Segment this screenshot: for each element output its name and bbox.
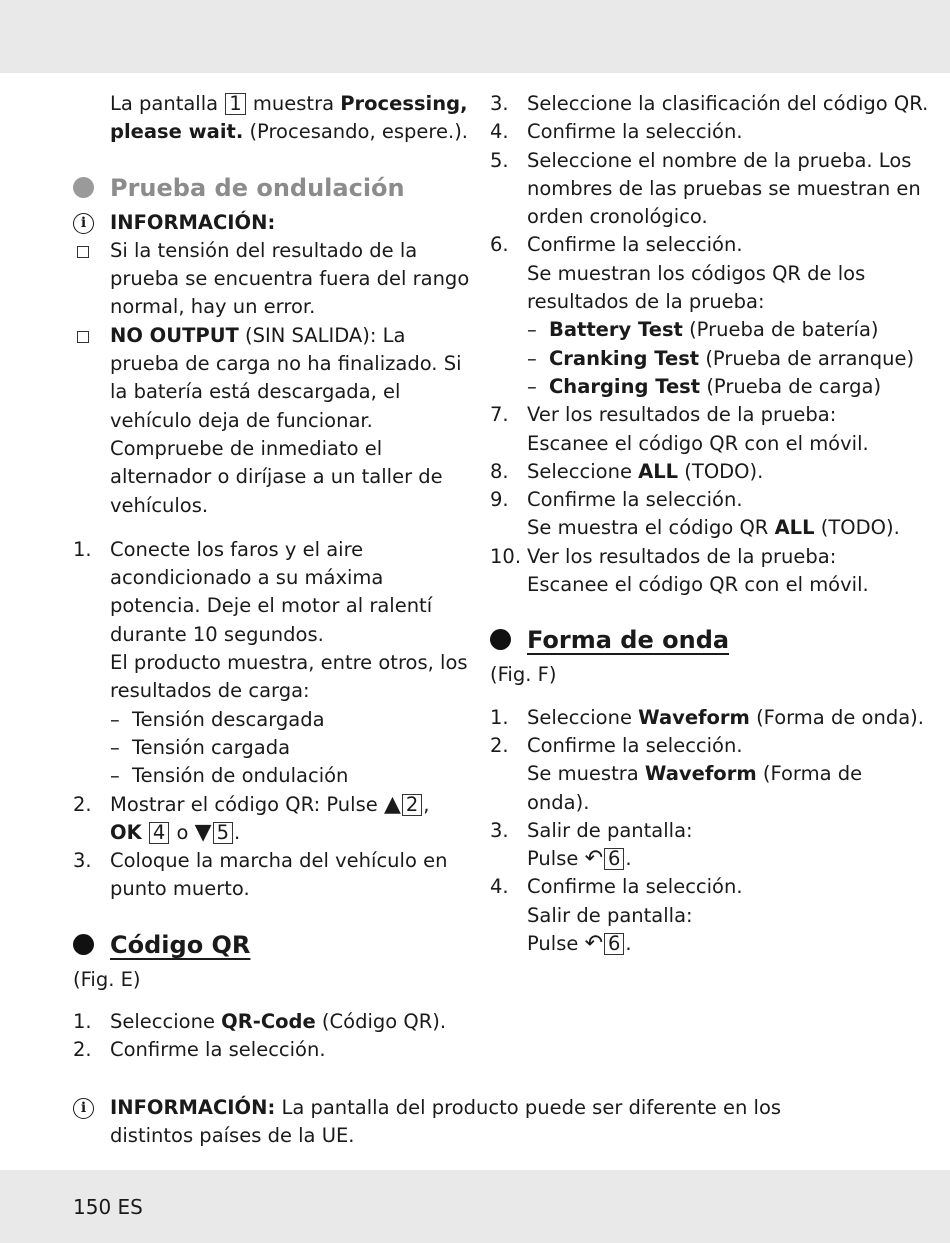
waveform-heading: Forma de onda: [490, 623, 930, 657]
wave-step-4: 4. Confirme la selección. Salir de pantalla: Pulse ↶ 6 .: [490, 875, 743, 957]
qr-step-7: 7. Ver los resultados de la prueba: Escanee el código QR con el móvil.: [490, 403, 869, 455]
sub-item: – Tensión de ondulación: [110, 764, 349, 788]
qr-step-8: 8. Seleccione ALL (TODO).: [490, 459, 764, 483]
sub-item: – Tensión descargada: [110, 707, 325, 731]
qr-step-1: 1. Seleccione QR-Code (Código QR).: [73, 1010, 447, 1034]
checkbox-icon: [77, 246, 89, 258]
qr-step-10: 10. Ver los resultados de la prueba: Escanee el código QR con el móvil.: [490, 544, 869, 597]
back-arrow-icon: ↶: [584, 931, 603, 957]
right-column: [490, 90, 930, 958]
key-box-5: 5: [213, 822, 233, 844]
qr-step-2: 2. Confirme la selección.: [73, 1038, 326, 1062]
key-box-1: 1: [225, 93, 245, 115]
info-label-row: i INFORMACIÓN:: [73, 209, 473, 237]
ripple-test-heading: Prueba de ondulación: [73, 171, 473, 205]
wave-step-3: 3. Salir de pantalla: Pulse ↶ 6 .: [490, 818, 693, 872]
key-box-4: 4: [149, 822, 169, 844]
processing-post: (Procesando, espere.).: [249, 120, 468, 144]
bullet-dot-icon: [490, 629, 511, 650]
checkbox-icon: [77, 331, 89, 343]
step-3: 3. Coloque la marcha del vehículo en punto muerto.: [73, 849, 448, 901]
no-output-label: NO OUTPUT: [110, 323, 239, 347]
bullet-dot-icon: [73, 177, 94, 198]
processing-bold: Processing, please wait.: [110, 92, 468, 144]
processing-paragraph: [73, 90, 473, 147]
sub-item: – Battery Test (Prueba de batería): [527, 318, 879, 342]
up-triangle-icon: ▲: [383, 791, 401, 817]
info-label: INFORMACIÓN:: [110, 1096, 276, 1119]
checkbox-item: NO OUTPUT (SIN SALIDA): La prueba de carga no ha finalizado. Si la batería está descargada, el vehículo deja de funcionar. Compruebe de inmediato el alternador o diríjase a un taller de vehículos.: [73, 322, 473, 520]
qr-step-3: 3. Seleccione la clasificación del código QR.: [490, 92, 929, 115]
sub-item: – Tensión cargada: [110, 735, 291, 759]
info-icon: i: [73, 213, 94, 234]
header-band: [0, 0, 950, 73]
down-triangle-icon: ▼: [194, 819, 212, 845]
step-2: 2. Mostrar el código QR: Pulse ▲ 2 , OK 4 o ▼ 5 .: [73, 791, 430, 845]
qr-step-6: 6. Confirme la selección. Se muestran los códigos QR de los resultados de la prueba: – Battery Test (Prueba de batería) – Cranking Test (Prueba de arranque) – Charging Test (Prueba de carga): [490, 231, 930, 401]
qr-code-heading: Código QR: [73, 928, 473, 962]
info-icon: i: [73, 1098, 94, 1119]
key-box-6: 6: [604, 933, 624, 955]
step-1: 1. Conecte los faros y el aire acondicionado a su máxima potencia. Deje el motor al ralentí durante 10 segundos. El producto muestra, entre otros, los resultados de carga: – Tensión descargada – Tensión cargada – Tensión de ondulación: [73, 536, 473, 791]
wave-step-2: 2. Confirme la selección. Se muestra Waveform (Forma de onda).: [490, 733, 863, 814]
processing-pre: La pantalla: [110, 92, 219, 115]
wave-step-1: 1. Seleccione Waveform (Forma de onda).: [490, 705, 924, 729]
left-column: [73, 90, 473, 1065]
key-box-2: 2: [402, 794, 422, 816]
figure-ref: (Fig. F): [490, 663, 557, 687]
checkbox-item: Si la tensión del resultado de la prueba se encuentra fuera del rango normal, hay un error.: [73, 237, 473, 322]
qr-step-4: 4. Confirme la selección.: [490, 120, 743, 144]
qr-step-5: 5. Seleccione el nombre de la prueba. Los nombres de las pruebas se muestran en orden cronológico.: [490, 148, 921, 229]
info-text: La pantalla del producto puede ser diferente en los distintos países de la UE.: [110, 1096, 782, 1148]
key-box-6: 6: [604, 848, 624, 870]
processing-mid: muestra: [252, 92, 335, 115]
qr-step-9: 9. Confirme la selección. Se muestra el código QR ALL (TODO).: [490, 488, 900, 540]
figure-ref: (Fig. E): [73, 967, 141, 991]
bullet-dot-icon: [73, 934, 94, 955]
bottom-info-note: [73, 1094, 853, 1151]
back-arrow-icon: ↶: [584, 846, 603, 872]
sub-item: – Cranking Test (Prueba de arranque): [527, 346, 915, 370]
sub-item: – Charging Test (Prueba de carga): [527, 374, 882, 398]
page-number: 150 ES: [73, 1195, 143, 1219]
